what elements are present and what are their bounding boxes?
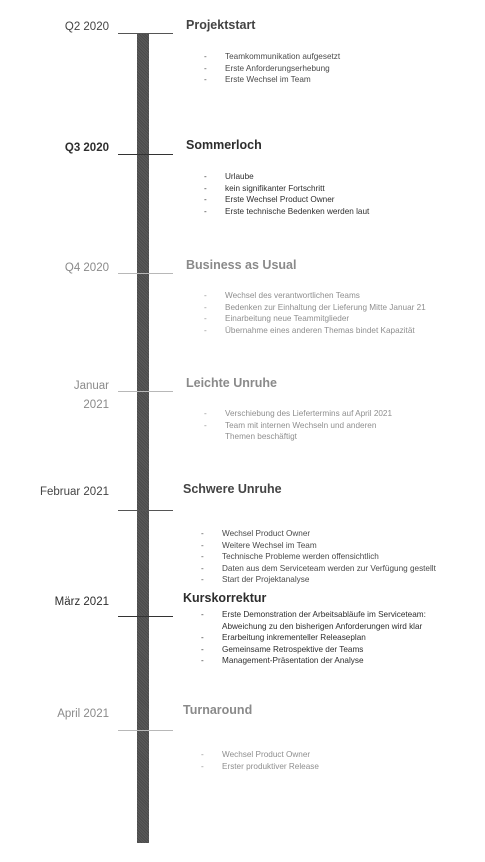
list-item-text: Erster produktiver Release	[222, 761, 319, 771]
list-item-text: Wechsel des verantwortlichen Teams	[225, 291, 360, 300]
list-item-text: Wechsel Product Owner	[222, 529, 311, 538]
list-item	[197, 540, 477, 552]
list-item	[200, 171, 480, 183]
phase-title: Sommerloch	[186, 138, 262, 152]
list-item	[197, 574, 477, 586]
list-item-text: Gemeinsame Retrospektive der Teams	[222, 644, 364, 654]
list-item	[200, 51, 480, 63]
phase-tick	[118, 154, 173, 155]
phase-title: Leichte Unruhe	[186, 376, 277, 390]
list-item	[197, 761, 477, 773]
phase-title: Turnaround	[183, 703, 253, 717]
list-item	[197, 749, 477, 761]
list-item	[200, 313, 480, 325]
phase-date: Q3 2020	[64, 142, 109, 154]
phase-date: Februar 2021	[39, 486, 109, 498]
list-item-text: Übernahme eines anderen Themas bindet Kapazität	[225, 325, 415, 335]
phase-tick	[118, 273, 173, 274]
list-item	[200, 325, 480, 337]
list-item	[200, 183, 480, 195]
phase-bullet-list	[197, 749, 477, 772]
list-item-text: Urlaube	[225, 172, 254, 181]
bullet-dash: -	[204, 291, 207, 300]
bullet-dash: -	[201, 575, 204, 585]
list-item-text: Erste Anforderungserhebung	[225, 63, 330, 73]
list-item-text: Erarbeitung inkrementeller Releaseplan	[222, 633, 366, 643]
list-item-text: kein signifikanter Fortschritt	[225, 183, 325, 193]
bullet-dash: -	[204, 206, 207, 216]
list-item-text: Daten aus dem Serviceteam werden zur Verfügung gestellt	[222, 563, 436, 573]
phase-date: März 2021	[54, 596, 109, 608]
list-item	[200, 206, 480, 218]
list-item	[197, 609, 462, 632]
list-item-text: Start der Projektanalyse	[222, 575, 310, 585]
bullet-dash: -	[201, 633, 204, 643]
list-item-text: Teamkommunikation aufgesetzt	[225, 52, 341, 61]
bullet-dash: -	[201, 656, 204, 666]
list-item-text: Erste Wechsel Product Owner	[225, 195, 335, 205]
bullet-dash: -	[201, 610, 204, 619]
phase-bullet-list	[200, 51, 480, 86]
list-item	[200, 194, 480, 206]
phase-date-line: 2021	[83, 399, 109, 411]
bullet-dash: -	[201, 552, 204, 562]
list-item-text: Bedenken zur Einhaltung der Lieferung Mitte Januar 21	[225, 302, 426, 312]
list-item	[197, 644, 462, 656]
list-item-text: Erste Demonstration der Arbeitsabläufe im Serviceteam: Abweichung zu den bisherigen Anforderungen wird klar	[222, 610, 426, 631]
bullet-dash: -	[201, 761, 204, 771]
phase-date	[19, 377, 109, 415]
list-item	[200, 302, 480, 314]
phase-date: Q4 2020	[64, 262, 109, 274]
phase-title: Schwere Unruhe	[183, 482, 282, 496]
bullet-dash: -	[201, 529, 204, 538]
list-item	[200, 420, 400, 443]
bullet-dash: -	[204, 195, 207, 205]
bullet-dash: -	[201, 540, 204, 550]
phase-tick	[118, 616, 173, 617]
list-item	[200, 63, 480, 75]
bullet-dash: -	[204, 325, 207, 335]
list-item-text: Wechsel Product Owner	[222, 750, 311, 759]
phase-bullet-list	[197, 609, 462, 667]
bullet-dash: -	[204, 183, 207, 193]
bullet-dash: -	[201, 750, 204, 759]
bullet-dash: -	[204, 172, 207, 181]
list-item-text: Verschiebung des Liefertermins auf April 2021	[225, 409, 393, 418]
list-item	[197, 528, 477, 540]
list-item	[200, 408, 400, 420]
list-item-text: Technische Probleme werden offensichtlich	[222, 552, 379, 562]
list-item-text: Management-Präsentation der Analyse	[222, 656, 364, 666]
phase-title: Projektstart	[186, 18, 256, 32]
phase-title: Business as Usual	[186, 258, 297, 272]
bullet-dash: -	[201, 644, 204, 654]
bullet-dash: -	[204, 409, 207, 418]
bullet-dash: -	[204, 302, 207, 312]
list-item	[200, 74, 480, 86]
bullet-dash: -	[201, 563, 204, 573]
phase-title: Kurskorrektur	[183, 591, 267, 605]
list-item-text: Einarbeitung neue Teammitglieder	[225, 314, 350, 324]
phase-date: Q2 2020	[64, 21, 109, 33]
bullet-dash: -	[204, 75, 207, 85]
list-item-text: Team mit internen Wechseln und anderen Themen beschäftigt	[225, 420, 377, 442]
bullet-dash: -	[204, 314, 207, 324]
phase-bullet-list	[197, 528, 477, 586]
phase-date: April 2021	[57, 708, 109, 720]
list-item-text: Erste technische Bedenken werden laut	[225, 206, 370, 216]
bullet-dash: -	[204, 420, 207, 430]
list-item	[197, 655, 462, 667]
list-item	[197, 632, 462, 644]
phase-bullet-list	[200, 171, 480, 217]
phase-tick	[118, 730, 173, 731]
phase-tick	[118, 33, 173, 34]
list-item-text: Weitere Wechsel im Team	[222, 540, 317, 550]
bullet-dash: -	[204, 52, 207, 61]
phase-bullet-list	[200, 290, 480, 336]
phase-date-line: Januar	[73, 380, 109, 392]
bullet-dash: -	[204, 63, 207, 73]
list-item	[197, 551, 477, 563]
list-item	[197, 563, 477, 575]
list-item-text: Erste Wechsel im Team	[225, 75, 311, 85]
phase-tick	[118, 391, 173, 392]
list-item	[200, 290, 480, 302]
phase-tick	[118, 510, 173, 511]
phase-bullet-list	[200, 408, 400, 443]
